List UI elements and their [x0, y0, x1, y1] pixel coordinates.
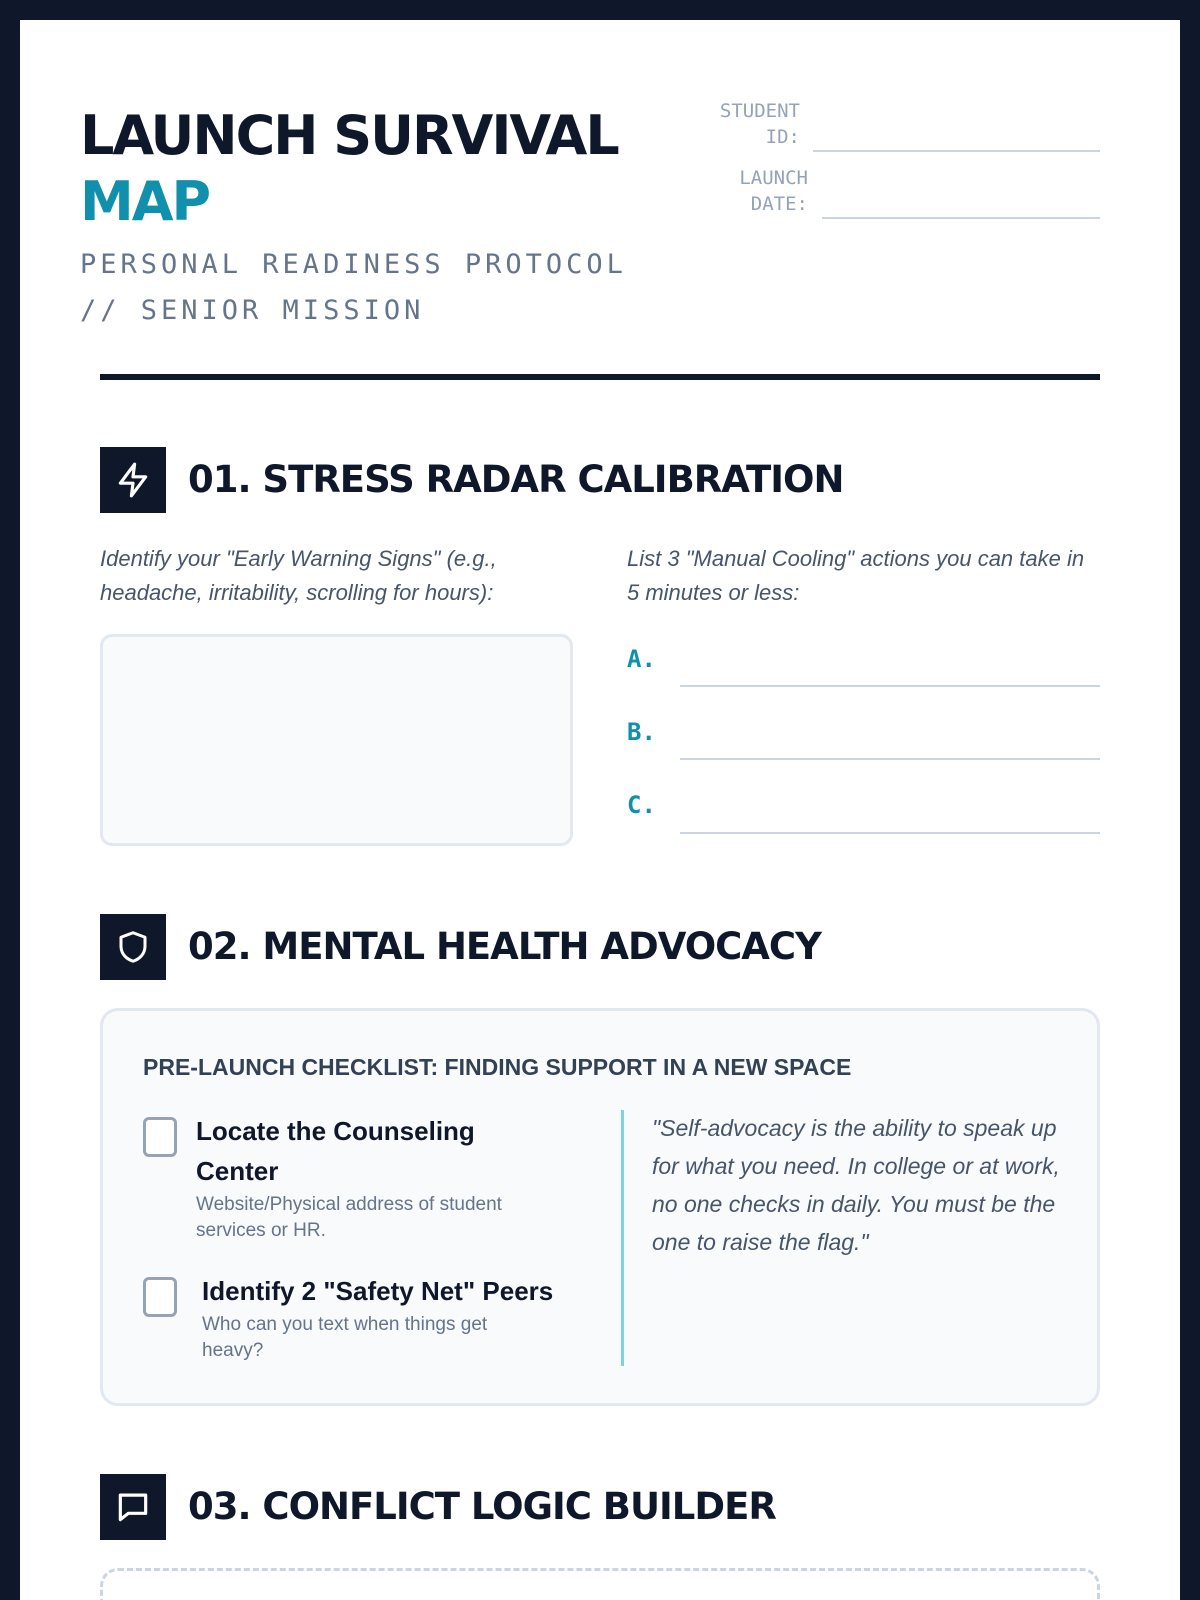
manual-cooling-prompt: List 3 "Manual Cooling" actions you can take in 5 minutes or less: — [627, 546, 1085, 605]
checklist-item-title: Locate the Counseling — [196, 1116, 475, 1146]
launch-date-field[interactable] — [822, 217, 1100, 219]
launch-date-label-line2: DATE: — [750, 193, 808, 215]
cooling-answer-line-c[interactable] — [680, 832, 1100, 834]
checklist-item-title: Center — [196, 1156, 279, 1186]
checklist-item-desc: Who can you text when things get — [202, 1314, 488, 1335]
checklist-heading: PRE-LAUNCH CHECKLIST: FINDING SUPPORT IN A NEW SPACE — [143, 1054, 852, 1080]
page-title: LAUNCH SURVIVAL — [80, 104, 618, 167]
cooling-answer-line-a[interactable] — [680, 685, 1100, 687]
warning-signs-prompt: Identify your "Early Warning Signs" (e.g., headache, irritability, scrolling for hours): — [100, 546, 497, 605]
self-advocacy-quote: "Self-advocacy is the ability to speak up for what you need. In college or at work, no one checks in daily. You must be the one to raise the flag." — [652, 1115, 1060, 1255]
cooling-answer-line-b[interactable] — [680, 758, 1100, 760]
checkbox-counseling-center[interactable] — [143, 1117, 177, 1157]
chat-bubble-icon — [100, 1474, 166, 1540]
lightning-icon — [100, 447, 166, 513]
checklist-item-title: Identify 2 "Safety Net" Peers — [202, 1276, 554, 1306]
page-title-accent: MAP — [80, 170, 210, 233]
header-divider — [100, 374, 1100, 380]
checklist-item-desc: services or HR. — [196, 1220, 326, 1241]
student-id-field[interactable] — [813, 150, 1100, 152]
cooling-label-c: C. — [627, 791, 656, 819]
section-title-stress-radar: 01. STRESS RADAR CALIBRATION — [188, 458, 844, 501]
conflict-logic-box[interactable] — [100, 1568, 1100, 1600]
student-id-label-line2: ID: — [765, 126, 800, 148]
launch-date-label-line1: LAUNCH — [739, 167, 808, 189]
section-title-conflict-logic: 03. CONFLICT LOGIC BUILDER — [188, 1485, 776, 1528]
checklist-item-desc: Website/Physical address of student — [196, 1194, 502, 1215]
page-subtitle: PERSONAL READINESS PROTOCOL // SENIOR MISSION — [80, 249, 627, 326]
shield-icon — [100, 914, 166, 980]
checklist-item-desc: heavy? — [202, 1340, 264, 1361]
quote-divider — [621, 1110, 624, 1366]
warning-signs-answer-box[interactable] — [100, 634, 573, 846]
cooling-label-b: B. — [627, 718, 656, 746]
cooling-label-a: A. — [627, 645, 656, 673]
checkbox-safety-net-peers[interactable] — [143, 1277, 177, 1317]
student-id-label-line1: STUDENT — [719, 100, 800, 122]
section-title-mental-health: 02. MENTAL HEALTH ADVOCACY — [188, 925, 821, 968]
